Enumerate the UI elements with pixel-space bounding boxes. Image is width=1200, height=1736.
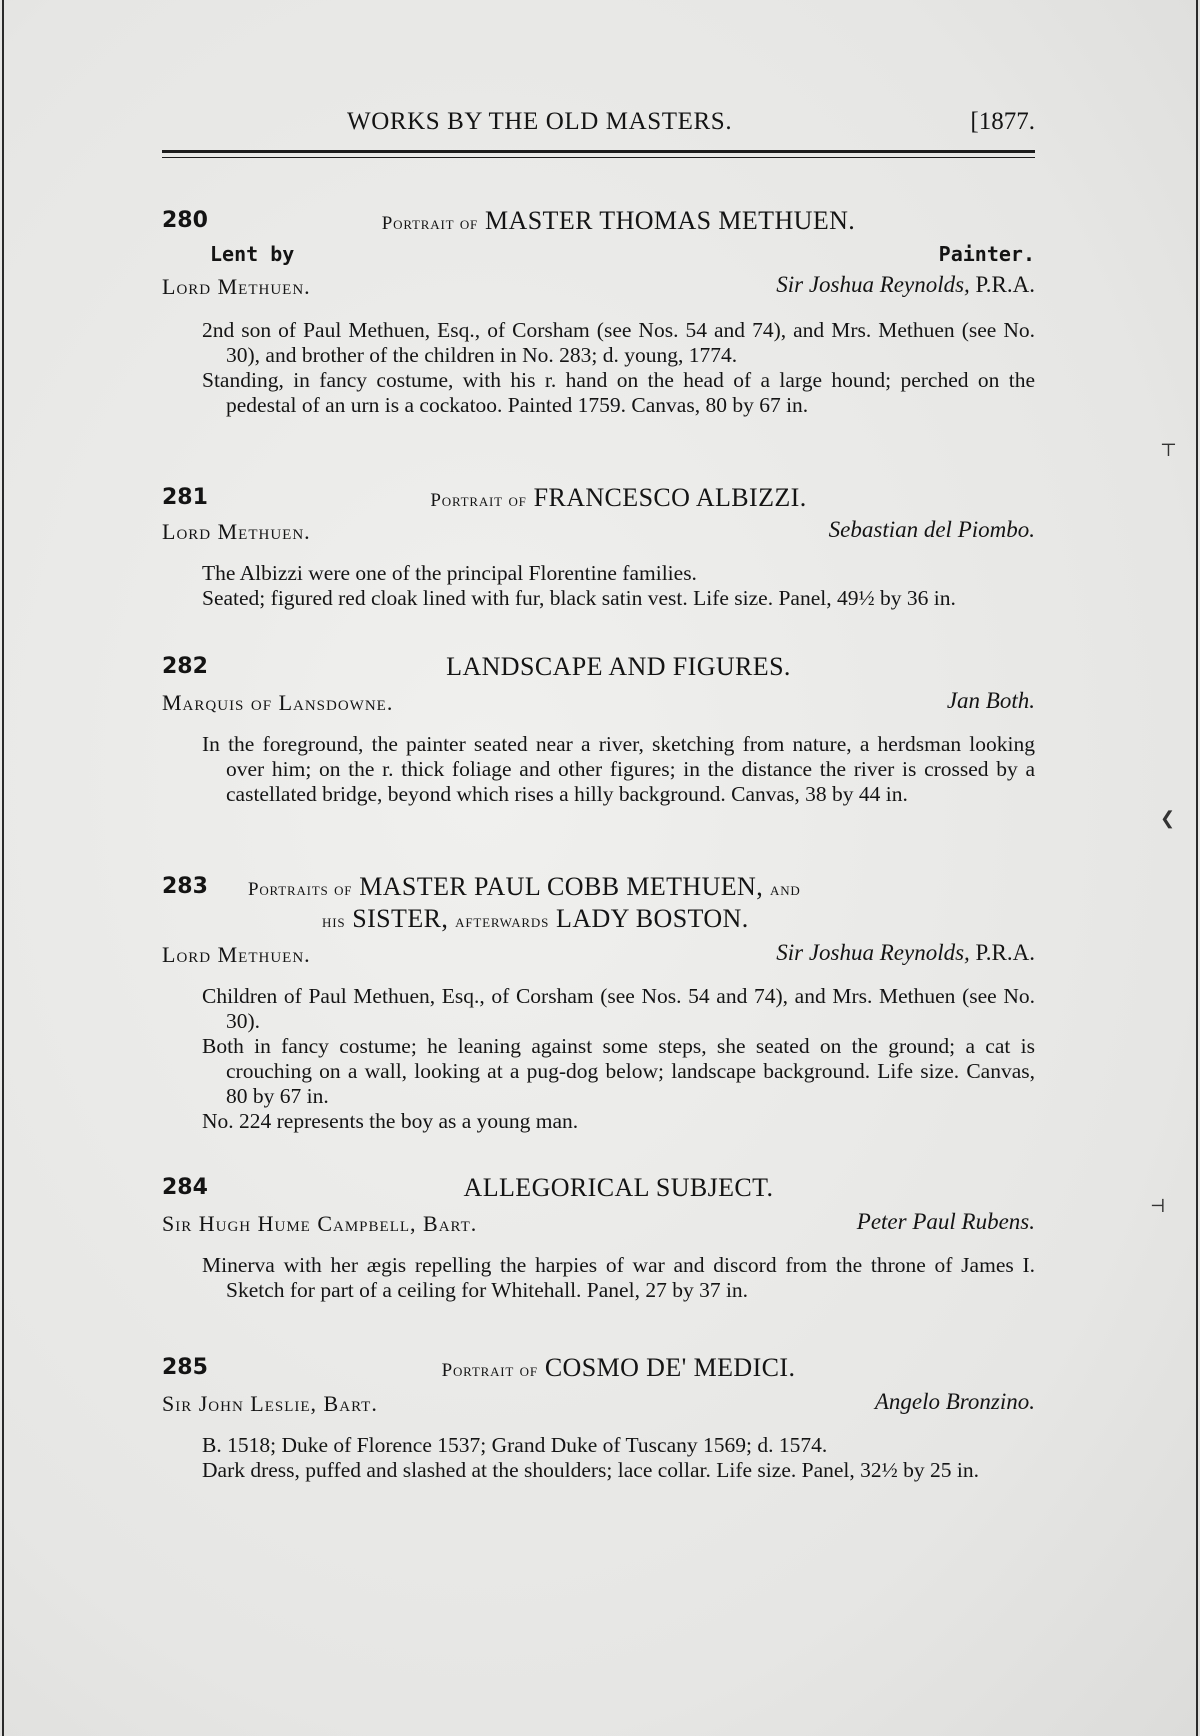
painter: Angelo Bronzino.	[874, 1389, 1035, 1414]
catalogue-entry-282	[162, 652, 1035, 832]
column-labels	[162, 242, 1035, 272]
entry-title: Portraits of MASTER PAUL COBB METHUEN, and	[248, 872, 801, 901]
lent-by-label: Lent by	[210, 242, 295, 266]
catalogue-entry-280	[162, 206, 1035, 446]
lender: Sir John Leslie, Bart.	[162, 1391, 378, 1416]
painter: Sir Joshua Reynolds, P.R.A.	[776, 272, 1035, 297]
entry-title: Portrait of COSMO DE' MEDICI.	[441, 1353, 796, 1382]
entry-number: 282	[162, 654, 208, 679]
entry-description: In the foreground, the painter seated near a river, sketching from nature, a herdsman looking over him; on the r. thick foliage and other figures; in the distance the river is crossed by a castellated bridge, beyond which rises a hilly background. Canvas, 38 by 44 in.	[202, 732, 1035, 806]
running-header	[162, 104, 1035, 144]
entry-number: 280	[162, 208, 208, 233]
catalogue-entry-284	[162, 1173, 1035, 1333]
entry-title-line2: his SISTER, afterwards LADY BOSTON.	[322, 904, 749, 933]
header-year: [1877.	[970, 108, 1035, 135]
entry-title: ALLEGORICAL SUBJECT.	[463, 1173, 774, 1202]
lender: Lord Methuen.	[162, 274, 311, 299]
entry-description: 2nd son of Paul Methuen, Esq., of Corsham (see Nos. 54 and 74), and Mrs. Methuen (see No. 30), and brother of the children in No. 283; d. young, 1774. Standing, in fancy costume, with his r. hand on the head of a large hound; perched on the pedestal of an urn is a cockatoo. Painted 1759. Canvas, 80 by 67 in.	[202, 318, 1035, 417]
lender: Marquis of Lansdowne.	[162, 690, 394, 715]
lender: Sir Hugh Hume Campbell, Bart.	[162, 1211, 478, 1236]
header-rule-thick	[162, 150, 1035, 153]
margin-mark: ❮	[1160, 808, 1176, 829]
entry-description: The Albizzi were one of the principal Florentine families. Seated; figured red cloak lined with fur, black satin vest. Life size. Panel, 49½ by 36 in.	[202, 561, 956, 610]
left-binding-edge	[2, 0, 4, 1736]
painter: Sebastian del Piombo.	[828, 517, 1035, 542]
entry-description: Children of Paul Methuen, Esq., of Corsham (see Nos. 54 and 74), and Mrs. Methuen (see No. 30). Both in fancy costume; he leaning against some steps, she seated on the ground; a cat is crouching on a wall, looking at a pug-dog below; landscape background. Life size. Canvas, 80 by 67 in. No. 224 represents the boy as a young man.	[202, 984, 1035, 1133]
catalogue-entry-281	[162, 483, 1035, 643]
margin-mark: ⊤	[1160, 440, 1177, 461]
entry-number: 281	[162, 485, 208, 510]
entry-description: B. 1518; Duke of Florence 1537; Grand Duke of Tuscany 1569; d. 1574. Dark dress, puffed and slashed at the shoulders; lace collar. Life size. Panel, 32½ by 25 in.	[202, 1433, 979, 1482]
lender: Lord Methuen.	[162, 519, 311, 544]
entry-title: Portrait of MASTER THOMAS METHUEN.	[381, 206, 856, 235]
entry-number: 284	[162, 1175, 208, 1200]
catalogue-entry-283	[162, 872, 1035, 1142]
entry-title: LANDSCAPE AND FIGURES.	[446, 652, 791, 681]
painter: Sir Joshua Reynolds, P.R.A.	[776, 940, 1035, 965]
catalogue-entry-285	[162, 1353, 1035, 1533]
painter: Jan Both.	[946, 688, 1035, 713]
right-page-edge	[1196, 0, 1198, 1736]
header-rule-thin	[162, 157, 1035, 158]
entry-number: 283	[162, 874, 208, 899]
entry-title: Portrait of FRANCESCO ALBIZZI.	[430, 483, 807, 512]
painter: Peter Paul Rubens.	[856, 1209, 1035, 1234]
entry-number: 285	[162, 1355, 208, 1380]
lender: Lord Methuen.	[162, 942, 311, 967]
header-title: WORKS BY THE OLD MASTERS.	[347, 108, 733, 135]
entry-description: Minerva with her ægis repelling the harpies of war and discord from the throne of James I. Sketch for part of a ceiling for Whitehall. Panel, 27 by 37 in.	[202, 1253, 1035, 1302]
painter-label: Painter.	[938, 242, 1035, 266]
margin-mark: ⊣	[1150, 1196, 1166, 1217]
